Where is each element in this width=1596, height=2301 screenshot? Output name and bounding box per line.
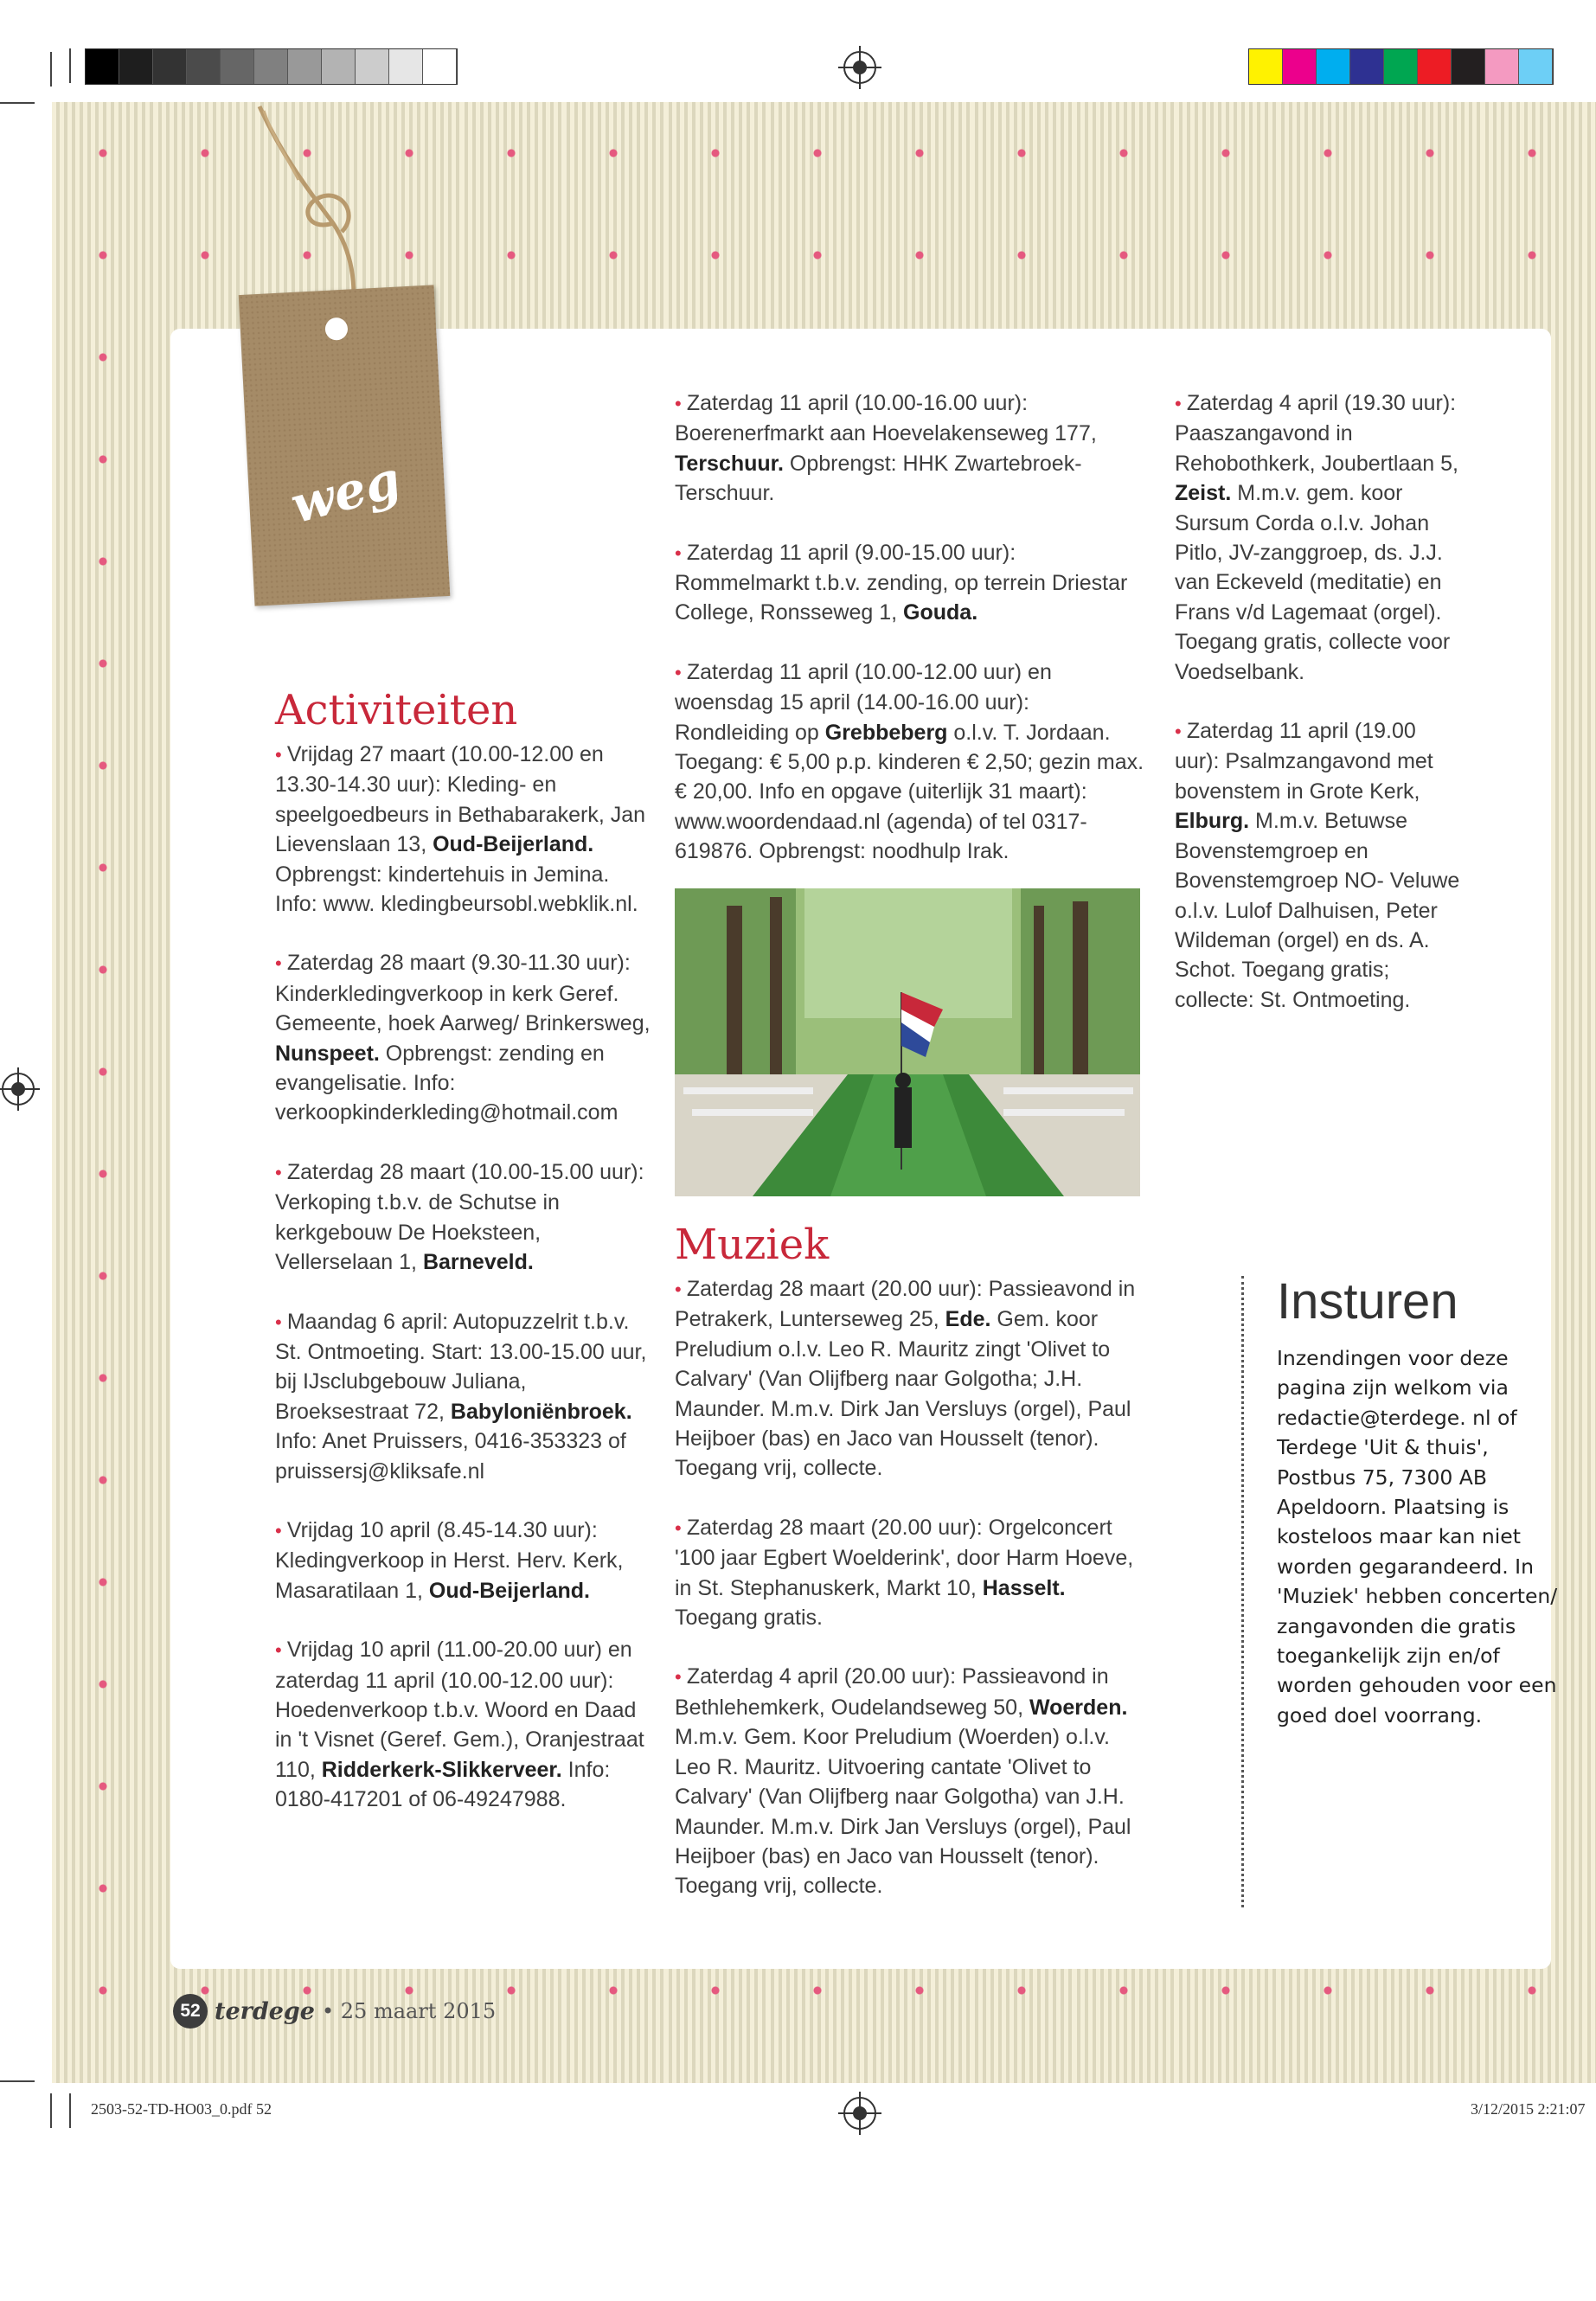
crop-mark [69,48,71,83]
event-place: Hasselt. [982,1575,1066,1600]
event-text-continued: Info: Anet Pruissers, 0416-353323 of pruissersj@kliksafe.nl [275,1429,626,1484]
event-item [275,1157,656,1278]
event-place: Oud-Beijerland. [428,1578,591,1603]
middle-column-top [675,388,1146,896]
event-place: Ede. [945,1307,991,1332]
section-heading-muziek: Muziek [675,1221,830,1269]
bullet-icon: • [275,744,287,766]
muziek-list [675,1274,1146,1901]
event-item [675,1274,1146,1484]
issue-date: • 25 maart 2015 [322,1999,497,2023]
kraft-tag [239,285,451,606]
bullet-icon: • [675,542,687,564]
event-item [1175,388,1460,687]
event-text-continued: Opbrengst: zending en evangelisatie. Info: verkoopkinderkleding@hotmail.com [275,1041,619,1125]
event-text: Zaterdag 11 april (10.00-12.00 uur) en woensdag 15 april (14.00-16.00 uur): Rondleiding op [675,659,1052,745]
event-text: Zaterdag 4 april (19.30 uur): Paaszangavond in Rehobothkerk, Joubertlaan 5, [1175,391,1458,476]
event-text-continued: M.m.v. Betuwse Bovenstemgroep en Bovenstemgroep NO- Veluwe o.l.v. Lulof Dalhuisen, Peter Wildeman (orgel) en ds. A. Schot. Toegang gratis; collecte: St. Ontmoeting. [1175,809,1460,1012]
event-text: Zaterdag 28 maart (9.30-11.30 uur): Kinderkledingverkoop in kerk Geref. Gemeente, hoek Aarweg/ Brinkersweg, [275,951,651,1036]
middle-events-list [675,388,1146,867]
registration-mark [2,1073,35,1106]
right-events-list [1175,388,1460,1015]
bullet-icon: • [675,1279,687,1300]
event-item [275,1635,656,1814]
event-place: Terschuur. [675,451,784,476]
event-item [675,388,1146,509]
event-text: Zaterdag 11 april (10.00-16.00 uur): Boerenerfmarkt aan Hoevelakenseweg 177, [675,391,1097,446]
event-place: Barneveld. [422,1250,534,1275]
activiteiten-list [275,740,656,1815]
bullet-icon: • [275,1519,287,1541]
event-place: Zeist. [1175,481,1232,506]
event-place: Nunspeet. [275,1041,380,1066]
page-number: 52 [173,1994,208,2029]
right-column [1175,388,1460,1044]
event-place: Oud-Beijerland. [433,832,594,857]
event-place: Babyloniënbroek. [450,1399,632,1424]
event-item [1175,716,1460,1015]
event-text-continued: M.m.v. gem. koor Sursum Corda o.l.v. Johan Pitlo, JV-zanggroep, ds. J.J. van Eckeveld (meditatie) en Frans v/d Lagemaat (orgel). Toegang gratis, collecte voor Voedselbank. [1175,481,1451,684]
event-place: Grebbeberg [824,720,948,745]
bullet-icon: • [275,1639,287,1662]
event-text: Zaterdag 11 april (19.00 uur): Psalmzangavond met bovenstem in Grote Kerk, [1175,719,1433,804]
bullet-icon: • [275,1311,287,1333]
event-item [275,948,656,1127]
event-text: Maandag 6 april: Autopuzzelrit t.b.v. St. Ontmoeting. Start: 13.00-15.00 uur, bij IJsclubgebouw Juliana, Broeksestraat 72, [275,1309,647,1424]
insturen-heading: Insturen [1277,1273,1458,1330]
insturen-box [1241,1273,1571,1907]
crop-mark [69,2093,71,2128]
event-text: Zaterdag 28 maart (20.00 uur): Passieavond in Petrakerk, Lunterseweg 25, [675,1277,1136,1332]
bullet-icon: • [275,1161,287,1183]
event-text-continued: Gem. koor Preludium o.l.v. Leo R. Mauritz zingt 'Olivet to Calvary' (Van Olijfberg naar Golgotha; J.H. Maunder. M.m.v. Dirk Jan Versluys (orgel), Paul Heijboer (bas) en Jaco van Housselt (tenor). Toegang vrij, collecte. [675,1307,1131,1481]
event-text: Zaterdag 28 maart (20.00 uur): Orgelconcert '100 jaar Egbert Woelderink', door Harm Hoeve, in St. Stephanuskerk, Markt 10, [675,1515,1134,1600]
event-item [675,538,1146,628]
event-place: Elburg. [1175,809,1250,834]
insturen-text: Inzendingen voor deze pagina zijn welkom via redactie@terdege. nl of Terdege 'Uit & thuis', Postbus 75, 7300 AB Apeldoorn. Plaatsing is kosteloos maar kan niet worden gegarandeerd. In 'Muziek' hebben concerten/ zangavonden die gratis toegankelijk zijn en/of worden gehouden voor een goed doel voorrang. [1277,1346,1558,1727]
event-item [275,1307,656,1486]
event-item [275,1516,656,1606]
crop-mark [0,102,35,104]
event-text: Zaterdag 11 april (9.00-15.00 uur): Rommelmarkt t.b.v. zending, op terrein Driestar College, Ronsseweg 1, [675,540,1128,625]
crop-mark [50,52,52,87]
bullet-icon: • [675,661,687,683]
event-text: Vrijdag 10 april (11.00-20.00 uur) en zaterdag 11 april (10.00-12.00 uur): Hoedenverkoop t.b.v. Woord en Daad in 't Visnet (Geref. Gem.), Oranjestraat 110, [275,1638,644,1782]
brand-logo: terdege [215,1997,315,2025]
tag-label: weg [285,449,407,535]
event-text-continued: M.m.v. Gem. Koor Preludium (Woerden) o.l.v. Leo R. Mauritz. Uitvoering cantate 'Olivet to Calvary' (Van Olijfberg naar Golgotha) van J.H. Maunder. M.m.v. Dirk Jan Versluys (orgel), Paul Heijboer (bas) en Jaco van Housselt (tenor). Toegang vrij, collecte. [675,1725,1131,1899]
event-text-continued: Toegang gratis. [675,1606,823,1631]
muziek-column [675,1221,1146,1931]
registration-mark [843,2097,876,2130]
event-item [275,740,656,919]
crop-mark [0,2080,35,2082]
grayscale-color-bar [85,48,458,85]
section-heading-activiteiten: Activiteiten [275,686,518,734]
cmyk-color-bar [1248,48,1554,85]
activiteiten-column [275,686,656,1844]
event-item [675,1662,1146,1900]
bullet-icon: • [675,1516,687,1539]
event-text-continued: o.l.v. T. Jordaan. Toegang: € 5,00 p.p. kinderen € 2,50; gezin max. € 20,00. Info en opgave (uiterlijk 31 maart): www.woordendaad.nl (agenda) of tel 0317-619876. Opbrengst: noodhulp Irak. [675,720,1144,864]
event-place: Woerden. [1029,1695,1128,1720]
event-item [675,657,1146,867]
event-text: Zaterdag 4 april (20.00 uur): Passieavond in Bethlehemkerk, Oudelandseweg 50, [675,1664,1109,1720]
registration-mark [843,51,876,84]
crop-mark [50,2093,52,2128]
event-text: Zaterdag 28 maart (10.00-15.00 uur): Verkoping t.b.v. de Schutse in kerkgebouw De Hoeksteen, Vellerselaan 1, [275,1159,644,1275]
slug-left: 2503-52-TD-HO03_0.pdf 52 [91,2100,272,2118]
event-text-continued: Opbrengst: kindertehuis in Jemina. Info: www. kledingbeursobl.webklik.nl. [275,862,638,917]
bullet-icon: • [675,1666,687,1689]
bullet-icon: • [1175,393,1187,414]
bullet-icon: • [675,393,687,414]
event-text: Vrijdag 27 maart (10.00-12.00 en 13.30-14.30 uur): Kleding- en speelgoedbeurs in Bethabarakerk, Jan Lievenslaan 13, [275,742,646,857]
event-item [675,1513,1146,1633]
page-footer [173,1994,496,2029]
tag-hole [324,317,348,341]
bullet-icon: • [275,952,287,975]
event-text: Vrijdag 10 april (8.45-14.30 uur): Kledingverkoop in Herst. Herv. Kerk, Masaratilaan 1, [275,1517,624,1603]
event-place: Ridderkerk-Slikkerveer. [321,1757,562,1782]
bullet-icon: • [1175,721,1187,743]
event-text-continued: Opbrengst: HHK Zwartebroek-Terschuur. [675,451,1082,506]
event-place: Gouda. [903,600,978,625]
event-text-continued: Info: 0180-417201 of 06-49247988. [275,1757,611,1812]
slug-right: 3/12/2015 2:21:07 [1471,2100,1586,2118]
memorial-photo [675,888,1140,1196]
